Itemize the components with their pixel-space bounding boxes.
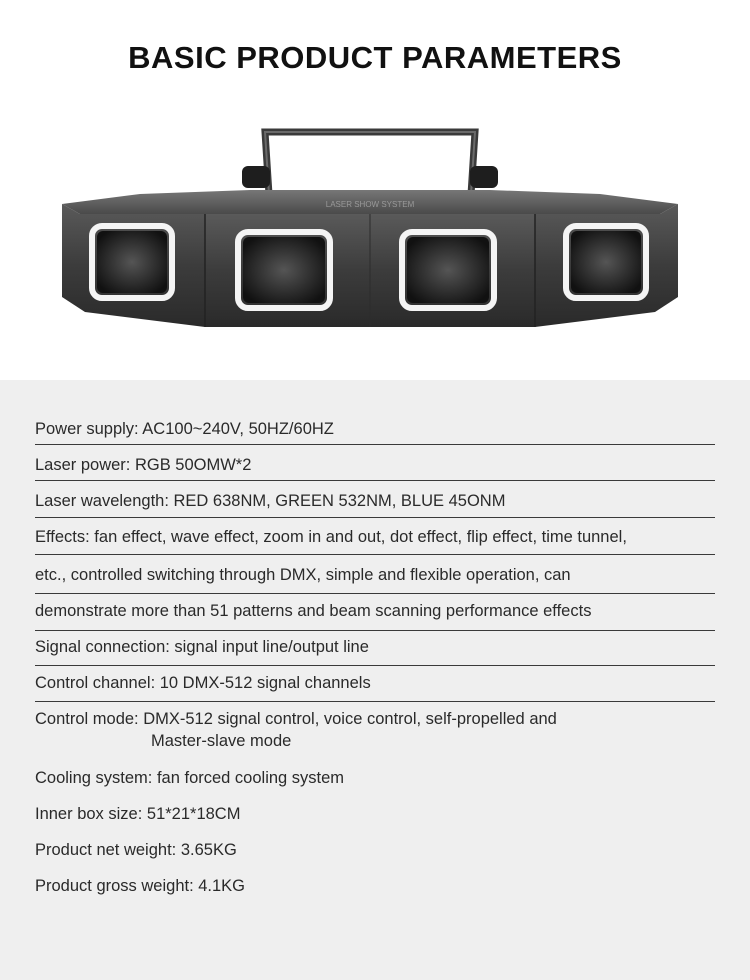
- spec-effects-line-3: [35, 600, 715, 631]
- spec-text-continued: Master-slave mode: [151, 732, 292, 750]
- spec-text: Product gross weight: 4.1KG: [35, 877, 246, 895]
- spec-text: Control mode: DMX-512 signal control, voice control, self-propelled and: [35, 710, 557, 728]
- spec-panel: [0, 380, 750, 980]
- spec-text: Inner box size: 51*21*18CM: [35, 805, 241, 823]
- spec-text: Power supply: AC100~240V, 50HZ/60HZ: [35, 420, 334, 438]
- spec-laser-power: [35, 454, 715, 481]
- housing-text: LASER SHOW SYSTEM: [325, 200, 415, 209]
- spec-text: Laser wavelength: RED 638NM, GREEN 532NM, BLUE 45ONM: [35, 492, 506, 510]
- spec-inner-box-size: [35, 803, 715, 825]
- lens-window-4: [566, 226, 646, 298]
- spec-effects-line-1: [35, 526, 715, 555]
- lens-window-1: [92, 226, 172, 298]
- spec-text: Control channel: 10 DMX-512 signal channels: [35, 674, 371, 692]
- spec-text: etc., controlled switching through DMX, simple and flexible operation, can: [35, 566, 571, 584]
- lens-window-2: [238, 232, 330, 308]
- lens-window-3: [402, 232, 494, 308]
- page-title: BASIC PRODUCT PARAMETERS: [128, 40, 622, 75]
- spec-text: demonstrate more than 51 patterns and beam scanning performance effects: [35, 602, 592, 620]
- spec-text: Cooling system: fan forced cooling system: [35, 769, 345, 787]
- spec-text: Signal connection: signal input line/output line: [35, 638, 369, 656]
- spec-text: Product net weight: 3.65KG: [35, 841, 237, 859]
- spec-effects-line-2: [35, 564, 715, 594]
- spec-power-supply: [35, 418, 715, 445]
- spec-laser-wavelength: [35, 490, 715, 518]
- spec-control-mode: [35, 708, 715, 752]
- spec-text: Effects: fan effect, wave effect, zoom in and out, dot effect, flip effect, time tunnel,: [35, 528, 627, 546]
- spec-net-weight: [35, 839, 715, 861]
- spec-gross-weight: [35, 875, 715, 897]
- spec-cooling-system: [35, 767, 715, 789]
- spec-signal-connection: [35, 636, 715, 666]
- spec-text: Laser power: RGB 50OMW*2: [35, 456, 252, 474]
- product-image: [60, 122, 690, 342]
- spec-control-channel: [35, 672, 715, 702]
